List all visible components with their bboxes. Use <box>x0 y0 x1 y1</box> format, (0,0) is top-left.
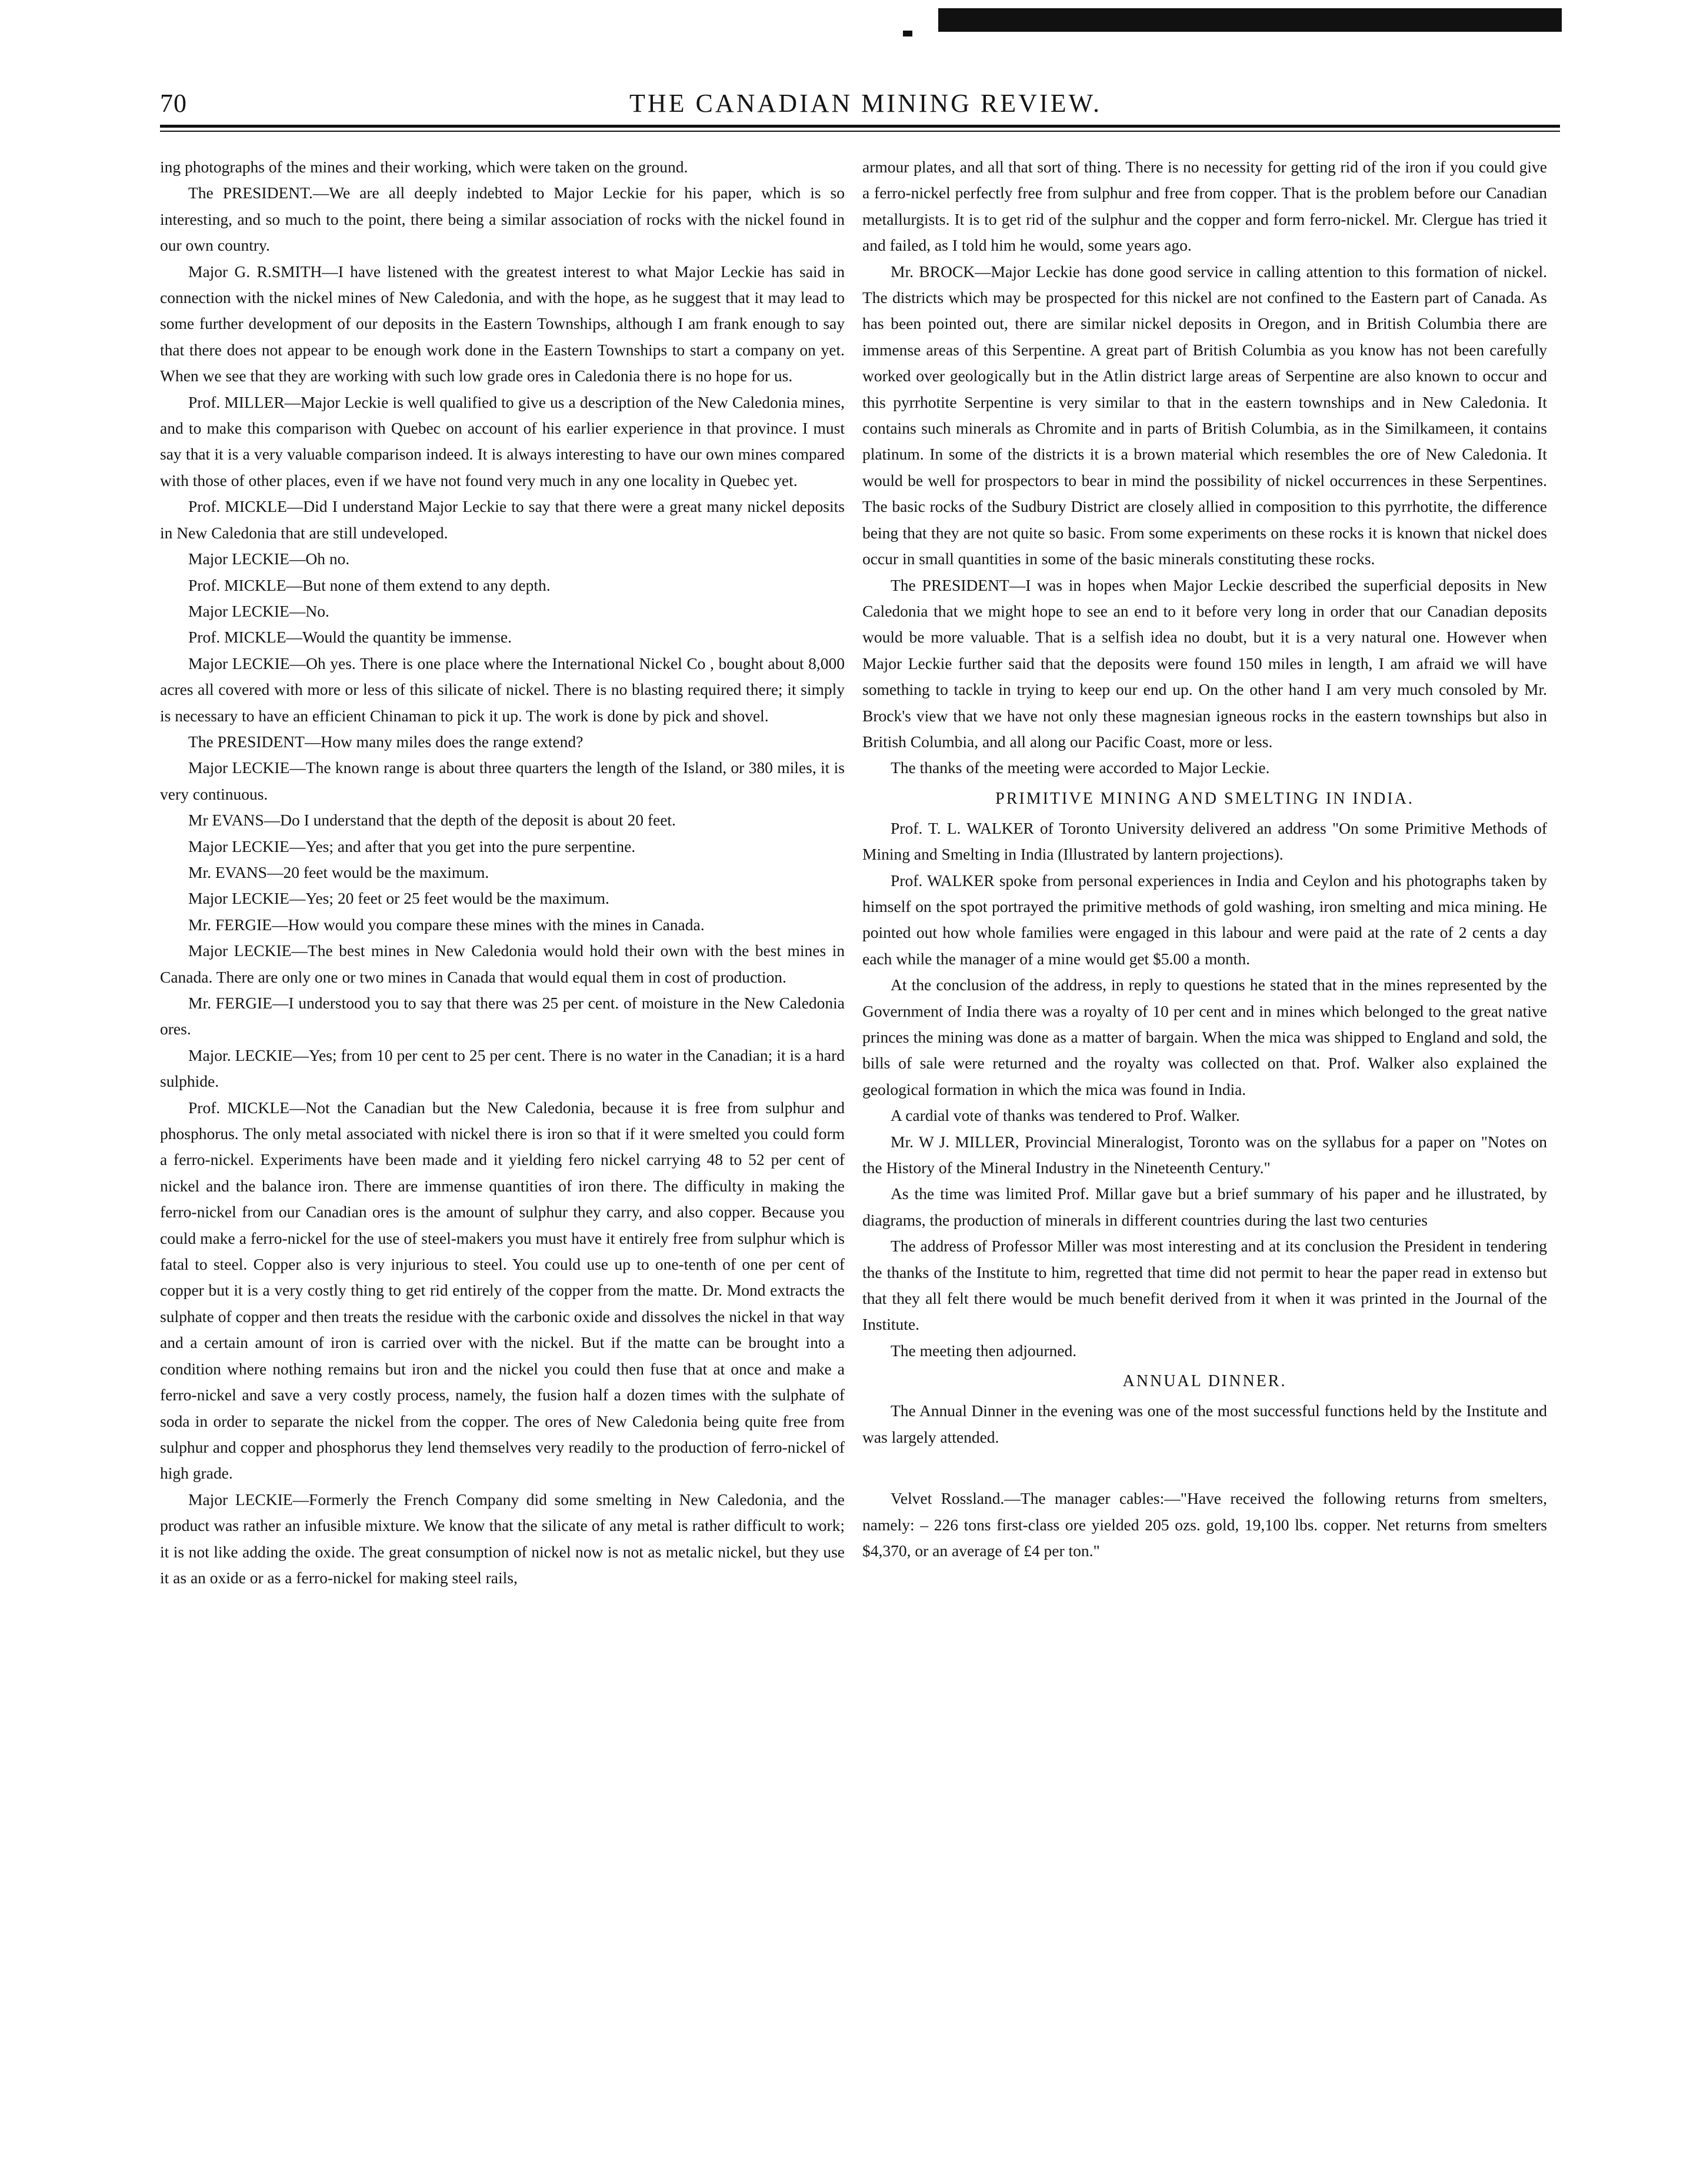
paragraph: Major LECKIE—Oh no. <box>188 550 350 568</box>
paragraph: The Annual Dinner in the evening was one of the most successful functions held by the Institute and was largely attended. <box>862 1401 1547 1446</box>
header-rule <box>160 125 1560 128</box>
paragraph: Prof. WALKER spoke from personal experiences in India and Ceylon and his photographs taken by himself on the spot portrayed the primitive methods of gold washing, iron smelting and mica mining. He pointed out how whole families were engaged in this labour and were paid at the rate of 2 cents a day each while the manager of a mine would get $5.00 a month. <box>862 871 1547 968</box>
top-decorative-bar <box>903 8 1562 32</box>
paragraph: The meeting then adjourned. <box>891 1341 1077 1360</box>
paragraph: Major LECKIE—Oh yes. There is one place where the International Nickel Co , bought about 8,000 acres all covered with more or less of this silicate of nickel. There is no blasting required there; it simply is necessary to have an efficient Chinaman to pick it up. The work is done by pick and shovel. <box>160 654 845 725</box>
paragraph: Major LECKIE—Formerly the French Company did some smelting in New Caledonia, and the product was rather an infusible mixture. We know that the silicate of any metal is rather difficult to work; it is not like adding the oxide. The great consumption of nickel now is not as metalic nickel, but they use it as an oxide or as a ferro-nickel for making steel rails, <box>160 1490 845 1587</box>
section-heading-annual-dinner: ANNUAL DINNER. <box>1122 1372 1287 1391</box>
paragraph: The thanks of the meeting were accorded to Major Leckie. <box>891 758 1270 777</box>
paragraph: Major LECKIE—Yes; 20 feet or 25 feet would be the maximum. <box>188 889 609 908</box>
paragraph: Prof. MICKLE—But none of them extend to any depth. <box>188 575 551 594</box>
paragraph: Major G. R.SMITH—I have listened with the greatest interest to what Major Leckie has said in connection with the nickel mines of New Caledonia, and with the hope, as he suggest that it may lead to some further development of our deposits in the Eastern Townships, although I am frank enough to say that there does not appear to be enough work done in the Eastern Townships to start a company on yet. When we see that they are working with such low grade ores in Caledonia there is no hope for us. <box>160 262 845 385</box>
paragraph: Mr. BROCK—Major Leckie has done good service in calling attention to this formation of nickel. The districts which may be prospected for this nickel are not confined to the Eastern part of Canada. As has been pointed out, there are similar nickel deposits in Oregon, and in British Columbia there are immense areas of this Serpentine. A great part of British Columbia as you know has not been carefully worked over geologically but in the Atlin district large areas of Serpentine are also known to occur and this pyrrhotite Serpentine is very similar to that in the eastern townships and in New Caledonia. It contains such minerals as Chromite and in parts of British Columbia, as in the Similkameen, it contains platinum. In some of the districts it is a brown material which resembles the ore of New Caledonia. It would be well for prospectors to bear in mind the possibility of nickel occurrences in these Serpentines. The basic rocks of the Sudbury District are closely allied in composition to this pyrrhotite, the difference being that they are not quite so basic. From some experiments on these rocks it is known that nickel does occur in small quantities in some of the basic minerals constituting these rocks. <box>862 262 1547 568</box>
left-column <box>160 154 845 1591</box>
right-column <box>862 154 1547 1564</box>
paragraph: Prof. T. L. WALKER of Toronto University delivered an address "On some Primitive Methods of Mining and Smelting in India (Illustrated by lantern projections). <box>862 818 1547 864</box>
paragraph: Mr. W J. MILLER, Provincial Mineralogist, Toronto was on the syllabus for a paper on "Notes on the History of the Mineral Industry in the Nineteenth Century." <box>862 1132 1547 1177</box>
paragraph: Prof. MILLER—Major Leckie is well qualified to give us a description of the New Caledonia mines, and to make this comparison with Quebec on account of his earlier experience in that province. I must say that it is a very valuable comparison indeed. It is always interesting to have our own mines compared with those of other places, even if we have not found very much in any one locality in Quebec yet. <box>160 392 845 490</box>
paragraph: At the conclusion of the address, in reply to questions he stated that in the mines represented by the Government of India there was a royalty of 10 per cent and in mines which belonged to the great native princes the mining was done as a matter of bargain. When the mica was shipped to England and sold, the bills of sale were returned and the royalty was collected on that. Prof. Walker also explained the geological formation in which the mica was found in India. <box>862 976 1547 1098</box>
page-number: 70 <box>160 89 187 118</box>
spacer <box>862 1450 1547 1486</box>
news-item-velvet-rossland: Velvet Rossland.—The manager cables:—"Have received the following returns from smelters, namely: – 226 tons first-class ore yielded 205 ozs. gold, 19,100 lbs. copper. Net returns from smelters $4,370, or an average of £4 per ton." <box>862 1489 1547 1560</box>
top-bar-block <box>938 8 1562 32</box>
paragraph: The PRESIDENT—I was in hopes when Major Leckie described the superficial deposits in New Caledonia that we might hope to see an end to it before very long in order that our Canadian deposits would be more valuable. That is a selfish idea no doubt, but it is a very natural one. However when Major Leckie further said that the deposits were found 150 miles in length, I am afraid we will have something to tackle in trying to keep our end up. On the other hand I am very much consoled by Mr. Brock's view that we have not only these magnesian igneous rocks in the eastern townships but also in British Columbia, and all along our Pacific Coast, more or less. <box>862 575 1547 751</box>
paragraph: Mr. FERGIE—I understood you to say that there was 25 per cent. of moisture in the New Caledonia ores. <box>160 994 845 1038</box>
paragraph: Prof. MICKLE—Not the Canadian but the New Caledonia, because it is free from sulphur and phosphorus. The only metal associated with nickel there is iron so that if it were smelted you could form a ferro-nickel. Experiments have been made and it yielding fero nickel carrying 48 to 52 per cent of nickel and the balance iron. There are immense quantities of iron there. The difficulty in making the ferro-nickel from our Canadian ores is the amount of sulphur they carry, and also copper. Because you could make a ferro-nickel for the use of steel-makers you must have it entirely free from sulphur which is fatal to steel. Copper also is very injurious to steel. You could use up to one-tenth of one per cent of copper but it is a very costly thing to get rid entirely of the copper from the matte. Dr. Mond extracts the sulphate of copper and then treats the residue with the carbonic oxide and dissolves the nickel in that way and a certain amount of iron is carried over with the nickel. But if the matte can be brought into a condition where nothing remains but iron and the nickel you could then fuse that at once and make a ferro-nickel and save a very costly process, namely, the fusion half a dozen times with the sulphate of soda in order to separate the nickel from the copper. The ores of New Caledonia being quite free from sulphur and copper and phosphorus they lend themselves very readily to the production of ferro-nickel of high grade. <box>160 1098 845 1483</box>
header-rule-thin <box>160 131 1560 132</box>
paragraph: Prof. MICKLE—Did I understand Major Leckie to say that there were a great many nickel deposits in New Caledonia that are still undeveloped. <box>160 497 845 542</box>
paragraph: As the time was limited Prof. Millar gave but a brief summary of his paper and he illustrated, by diagrams, the production of minerals in different countries during the last two centuries <box>862 1184 1547 1229</box>
paragraph: Mr. FERGIE—How would you compare these mines with the mines in Canada. <box>188 915 705 934</box>
top-bar-dot <box>903 31 912 36</box>
paragraph: A cardial vote of thanks was tendered to Prof. Walker. <box>891 1106 1240 1125</box>
paragraph: Mr. EVANS—20 feet would be the maximum. <box>188 863 489 881</box>
paragraph: The PRESIDENT.—We are all deeply indebted to Major Leckie for his paper, which is so interesting, and so much to the point, there being a similar association of rocks with the nickel found in our own country. <box>160 184 845 255</box>
paragraph: Major LECKIE—Yes; and after that you get into the pure serpentine. <box>188 837 636 855</box>
paragraph: Major LECKIE—The best mines in New Caledonia would hold their own with the best mines in Canada. There are only one or two mines in Canada that would equal them in cost of production. <box>160 941 845 986</box>
paragraph: Major. LECKIE—Yes; from 10 per cent to 25 per cent. There is no water in the Canadian; it is a hard sulphide. <box>160 1046 845 1091</box>
paragraph: Prof. MICKLE—Would the quantity be immense. <box>188 628 512 647</box>
paragraph: ing photographs of the mines and their working, which were taken on the ground. <box>160 158 688 176</box>
paragraph: The address of Professor Miller was most interesting and at its conclusion the President in tendering the thanks of the Institute to him, regretted that time did not permit to hear the paper read in extenso but that they all felt there would be much benefit derived from it when it was printed in the Journal of the Institute. <box>862 1237 1547 1334</box>
paragraph: The PRESIDENT—How many miles does the range extend? <box>188 732 584 751</box>
paragraph: armour plates, and all that sort of thing. There is no necessity for getting rid of the iron if you could give a ferro-nickel perfectly free from sulphur and free from copper. That is the problem before our Canadian metallurgists. It is to get rid of the sulphur and the copper and form ferro-nickel. Mr. Clergue has tried it and failed, as I told him he would, some years ago. <box>862 158 1547 255</box>
journal-title: THE CANADIAN MINING REVIEW. <box>629 89 1102 118</box>
paragraph: Major LECKIE—The known range is about three quarters the length of the Island, or 380 miles, it is very continuous. <box>160 758 845 803</box>
paragraph: Mr EVANS—Do I understand that the depth of the deposit is about 20 feet. <box>188 811 676 830</box>
section-heading-primitive-mining: PRIMITIVE MINING AND SMELTING IN INDIA. <box>995 789 1414 808</box>
paragraph: Major LECKIE—No. <box>188 601 329 620</box>
